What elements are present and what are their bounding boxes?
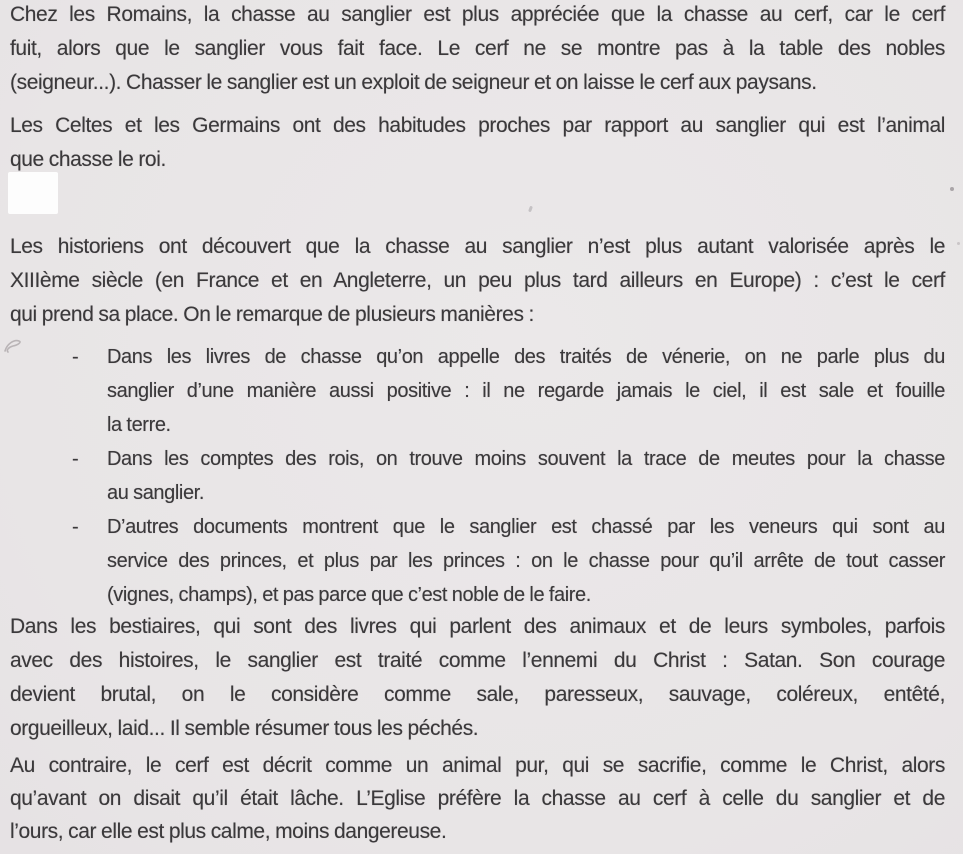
correction-white-patch (8, 172, 58, 214)
text-line: qu’avant on disait qu’il était lâche. L’Eglise préfère la chasse au cerf à celle du sanglier et de (10, 787, 945, 810)
bullet-dash: - (72, 346, 79, 368)
text-line: orgueilleux, laid... Il semble résumer tous les péchés. (10, 717, 479, 740)
bullet-dash: - (72, 448, 79, 470)
text-line: l’ours, car elle est plus calme, moins dangereuse. (10, 820, 447, 843)
scan-speck (528, 206, 533, 213)
text-line: Dans les livres de chasse qu’on appelle des traités de vénerie, on ne parle plus du (107, 346, 945, 368)
pencil-squiggle-mark (2, 336, 28, 358)
text-line: D’autres documents montrent que le sanglier est chassé par les veneurs qui sont au (107, 516, 945, 538)
scan-speck (950, 187, 954, 191)
text-line: service des princes, et plus par les princes : on le chasse pour qu’il arrête de tout casser (107, 550, 945, 572)
text-line: la terre. (107, 414, 171, 436)
text-line: qui prend sa place. On le remarque de plusieurs manières : (10, 303, 534, 326)
bullet-dash: - (72, 516, 79, 538)
text-line: devient brutal, on le considère comme sale, paresseux, sauvage, coléreux, entêté, (10, 683, 945, 706)
text-line: Au contraire, le cerf est décrit comme un animal pur, qui se sacrifie, comme le Christ, alors (10, 754, 945, 777)
text-line: XIIIème siècle (en France et en Angleterre, un peu plus tard ailleurs en Europe) : c’est le cerf (10, 269, 945, 292)
text-line: (vignes, champs), et pas parce que c’est noble de le faire. (107, 584, 591, 606)
paragraph-celtes-germains (10, 109, 945, 177)
text-line: Les historiens ont découvert que la chasse au sanglier n’est plus autant valorisée après le (10, 235, 945, 258)
list-item (72, 442, 945, 510)
scan-speck (957, 242, 960, 245)
paragraph-romans-boar-hunt (10, 0, 945, 100)
text-line: avec des histoires, le sanglier est traité comme l’ennemi du Christ : Satan. Son courage (10, 649, 945, 672)
text-line: au sanglier. (107, 482, 204, 504)
bullet-list (72, 340, 945, 612)
text-line: Chez les Romains, la chasse au sanglier est plus appréciée que la chasse au cerf, car le cerf (10, 3, 945, 26)
list-item (72, 510, 945, 612)
paragraph-cerf-christ (10, 749, 945, 848)
text-line: sanglier d’une manière aussi positive : il ne regarde jamais le ciel, il est sale et fouille (107, 380, 945, 402)
list-item (72, 340, 945, 442)
text-line: que chasse le roi. (10, 148, 166, 171)
text-line: Dans les comptes des rois, on trouve moins souvent la trace de meutes pour la chasse (107, 448, 945, 470)
text-line: Dans les bestiaires, qui sont des livres qui parlent des animaux et de leurs symboles, parfois (10, 615, 945, 638)
paragraph-bestiaires (10, 610, 945, 746)
text-line: fuit, alors que le sanglier vous fait face. Le cerf ne se montre pas à la table des nobles (10, 37, 945, 60)
text-line: (seigneur...). Chasser le sanglier est un exploit de seigneur et on laisse le cerf aux paysans. (10, 71, 817, 94)
paragraph-historiens (10, 230, 945, 332)
text-line: Les Celtes et les Germains ont des habitudes proches par rapport au sanglier qui est l’animal (10, 114, 945, 137)
